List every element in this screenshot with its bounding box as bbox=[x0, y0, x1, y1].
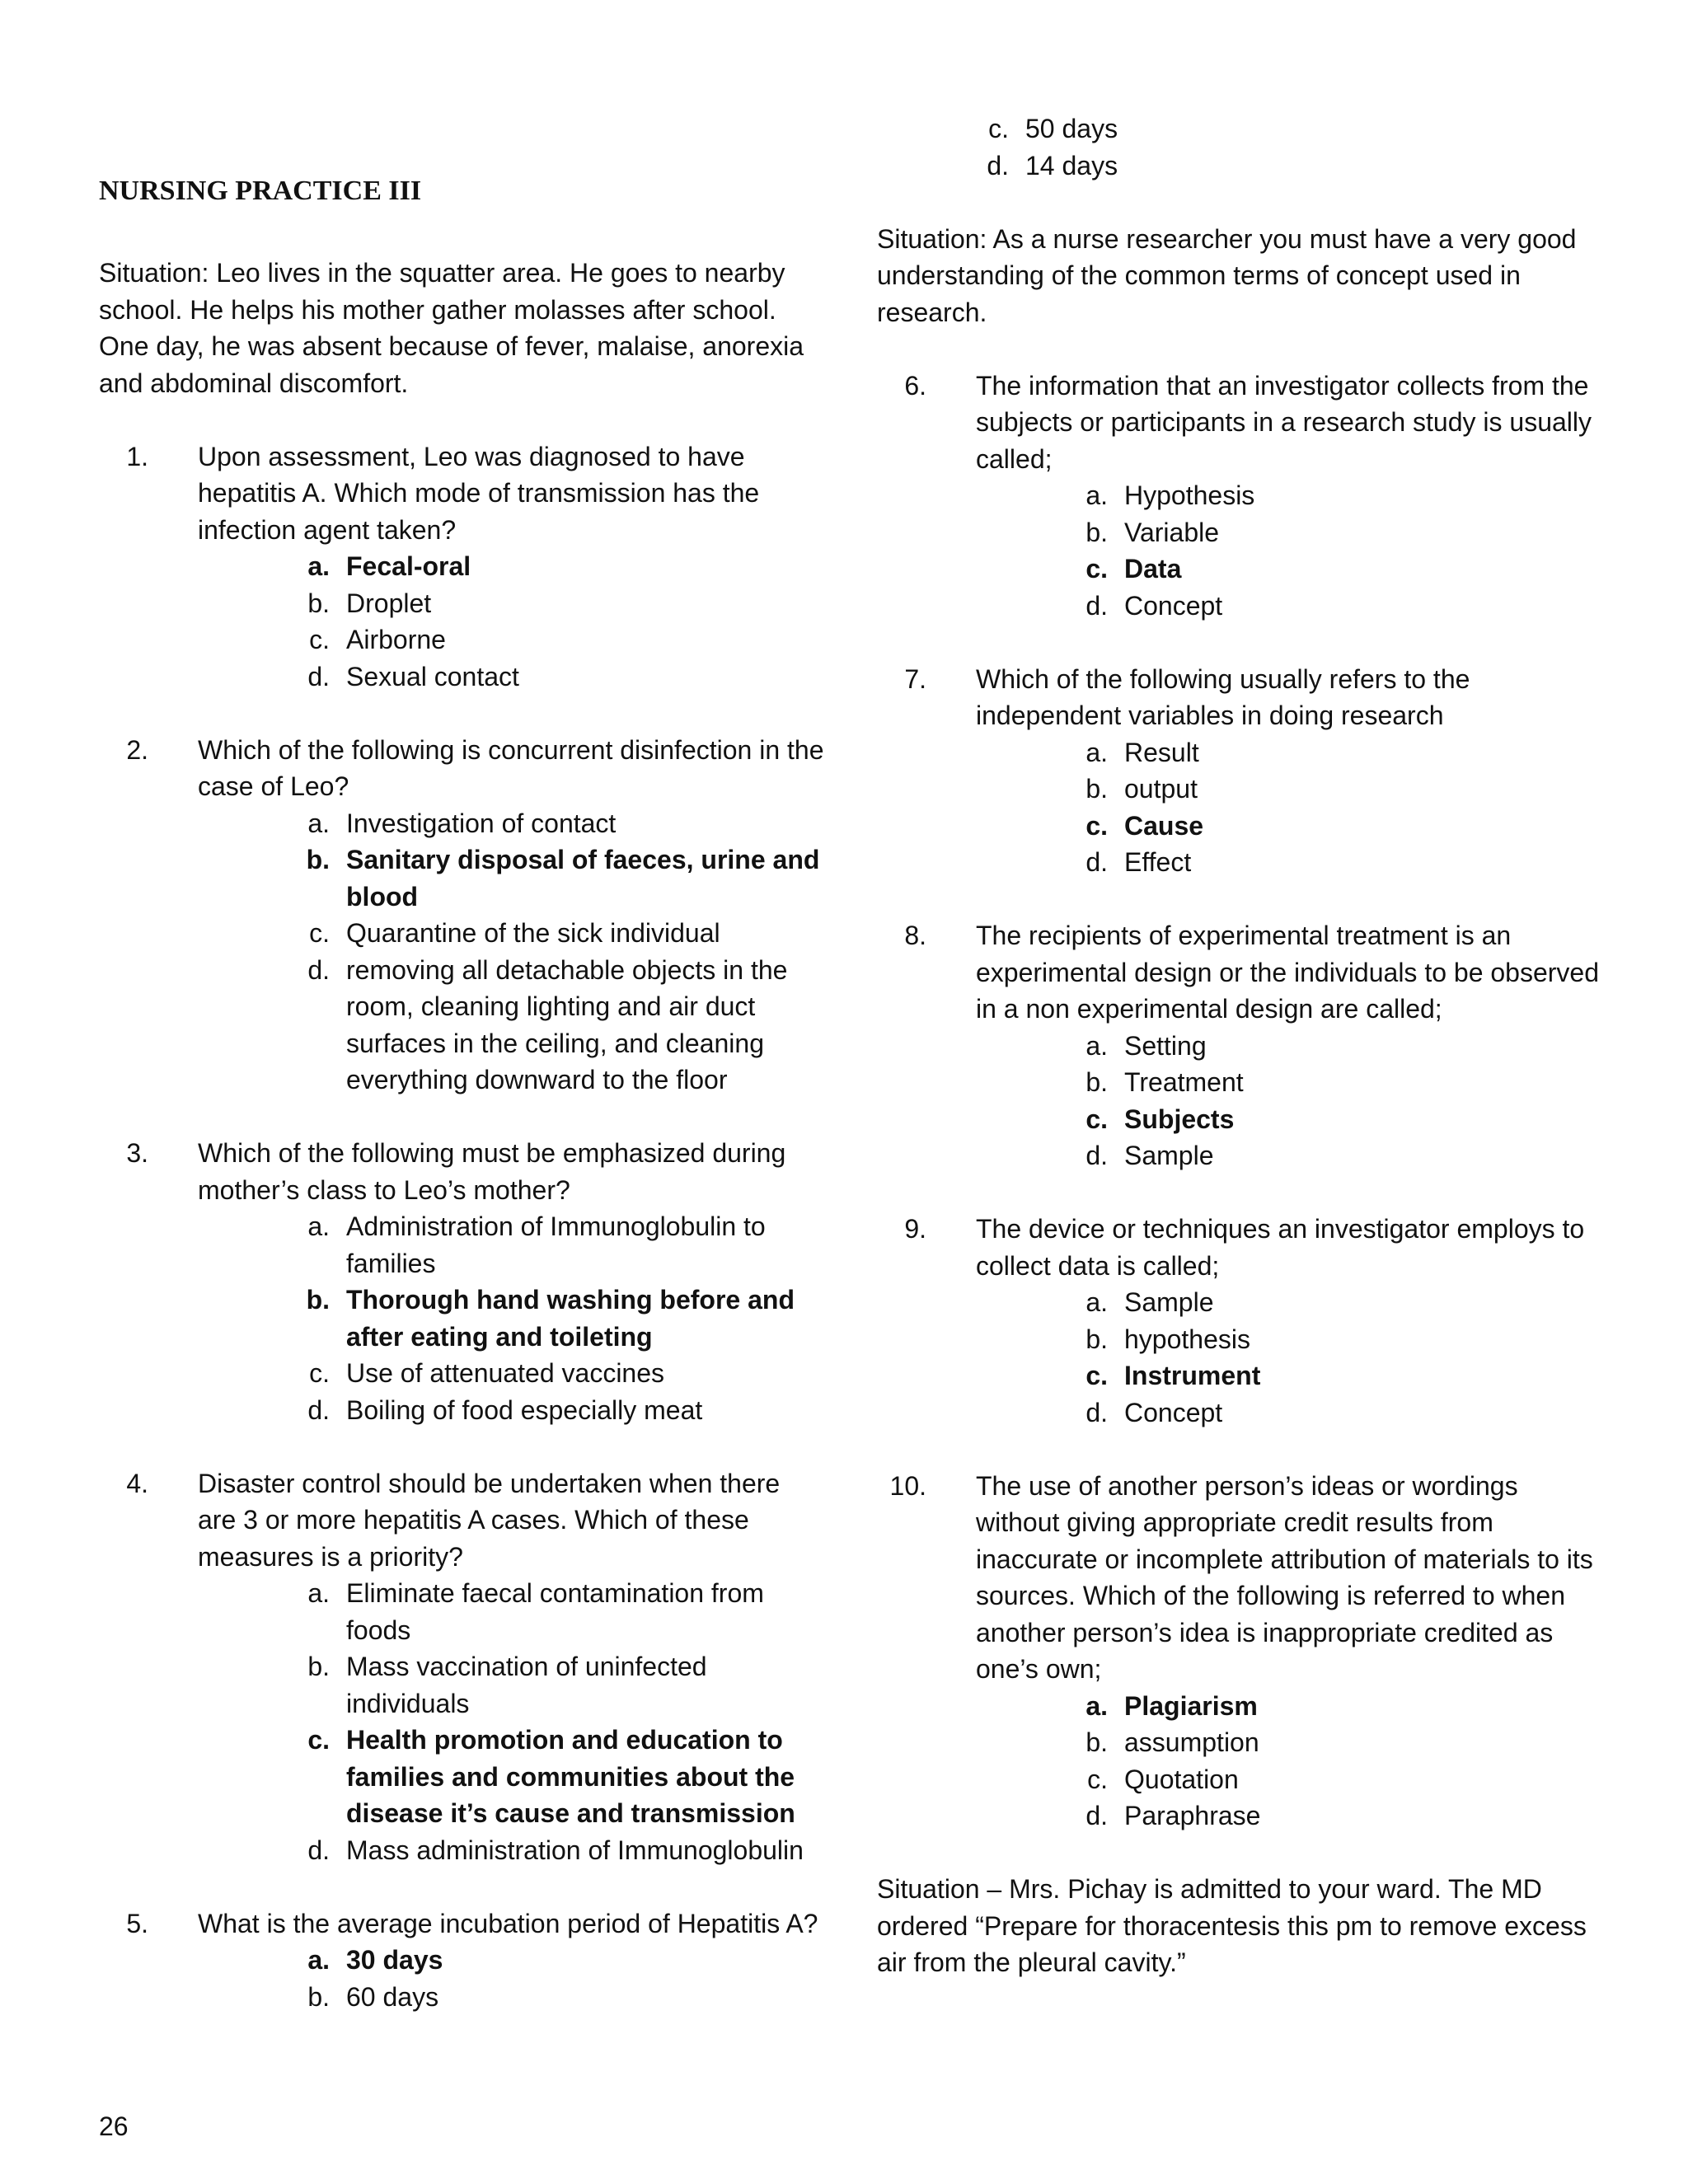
option-a: a. Eliminate faecal contamination from foods bbox=[307, 1578, 764, 1645]
option-list bbox=[198, 1208, 824, 1428]
option-d: d. removing all detachable objects in the room, cleaning lighting and air duct surfaces in the ceiling, and cleaning everything downward to the floor bbox=[307, 954, 788, 1094]
option-d: d. Mass administration of Immunoglobulin bbox=[307, 1835, 804, 1865]
left-column bbox=[99, 255, 824, 2015]
continued-option-list bbox=[877, 110, 1602, 184]
option-d: d. Sexual contact bbox=[307, 661, 519, 691]
question-text: The device or techniques an investigator employs to collect data is called; bbox=[976, 1214, 1585, 1281]
page-title: NURSING PRACTICE III bbox=[99, 176, 422, 206]
question-number: 4. bbox=[126, 1468, 148, 1498]
question-text: The recipients of experimental treatment is an experimental design or the individuals to be observed in a non experimental design are called; bbox=[976, 921, 1600, 1024]
option-list bbox=[976, 1284, 1602, 1431]
option-b: b. assumption bbox=[1085, 1727, 1259, 1757]
option-c: c. 50 days bbox=[988, 114, 1118, 143]
question-7 bbox=[877, 661, 1602, 881]
option-d: d. Boiling of food especially meat bbox=[307, 1394, 703, 1425]
situation-pichay: Situation – Mrs. Pichay is admitted to your ward. The MD ordered “Prepare for thoracentesis this pm to remove excess air from the pleural cavity.” bbox=[877, 1874, 1587, 1977]
option-a-answer: a. Plagiarism bbox=[1085, 1690, 1258, 1721]
option-c: c. Quarantine of the sick individual bbox=[309, 918, 720, 948]
situation-leo: Situation: Leo lives in the squatter area. He goes to nearby school. He helps his mother gather molasses after school. One day, he was absent because of fever, malaise, anorexia and abdominal discomfort. bbox=[99, 258, 804, 398]
question-text: Which of the following is concurrent disinfection in the case of Leo? bbox=[198, 734, 824, 801]
option-d: d. Paraphrase bbox=[1085, 1801, 1261, 1830]
option-b-answer: b. Sanitary disposal of faeces, urine and blood bbox=[306, 845, 820, 912]
option-a: a. Hypothesis bbox=[1085, 480, 1255, 510]
question-number: 9. bbox=[904, 1214, 926, 1244]
question-10 bbox=[877, 1468, 1602, 1835]
question-2 bbox=[99, 732, 824, 1099]
option-b: b. output bbox=[1085, 774, 1198, 804]
option-d: d. Concept bbox=[1085, 1397, 1223, 1427]
option-c-answer: c. Health promotion and education to families and communities about the disease it’s cause and transmission bbox=[307, 1725, 795, 1828]
question-text: The use of another person’s ideas or wordings without giving appropriate credit results from inaccurate or incomplete attribution of materials to its sources. Which of the following is referred to when another person’s idea is inappropriate credited as one’s own; bbox=[976, 1470, 1593, 1684]
option-list bbox=[976, 477, 1602, 624]
question-text: The information that an investigator collects from the subjects or participants in a research study is usually called; bbox=[976, 370, 1592, 474]
question-4 bbox=[99, 1465, 824, 1869]
option-d: d. 14 days bbox=[987, 150, 1118, 180]
option-b: b. 60 days bbox=[307, 1981, 439, 2012]
question-text: Disaster control should be undertaken when there are 3 or more hepatitis A cases. Which of these measures is a priority? bbox=[198, 1468, 781, 1572]
question-list-left bbox=[99, 438, 824, 2016]
question-text: What is the average incubation period of Hepatitis A? bbox=[198, 1908, 818, 1938]
option-list bbox=[198, 805, 824, 1099]
question-8 bbox=[877, 917, 1602, 1174]
option-b: b. hypothesis bbox=[1085, 1324, 1250, 1354]
option-c-answer: c. Data bbox=[1085, 554, 1182, 583]
option-list bbox=[198, 548, 824, 695]
question-number: 1. bbox=[126, 441, 148, 471]
option-a: a. Result bbox=[1085, 737, 1199, 767]
situation-research: Situation: As a nurse researcher you must have a very good understanding of the common terms of concept used in research. bbox=[877, 223, 1577, 327]
option-a: a. Investigation of contact bbox=[307, 808, 617, 838]
option-a: a. Setting bbox=[1085, 1030, 1207, 1061]
question-number: 8. bbox=[904, 921, 926, 950]
option-c: c. Airborne bbox=[309, 625, 446, 654]
question-number: 3. bbox=[126, 1138, 148, 1168]
option-c-answer: c. Instrument bbox=[1085, 1361, 1261, 1390]
question-text: Which of the following usually refers to the independent variables in doing research bbox=[976, 663, 1470, 730]
question-number: 2. bbox=[126, 734, 148, 765]
option-a-answer: a. 30 days bbox=[307, 1945, 443, 1975]
option-a-answer: a. Fecal-oral bbox=[307, 551, 471, 581]
option-a: a. Sample bbox=[1085, 1287, 1214, 1317]
option-c-answer: c. Cause bbox=[1085, 810, 1204, 841]
question-6 bbox=[877, 368, 1602, 625]
right-column bbox=[877, 110, 1602, 1981]
page-number: 26 bbox=[99, 2111, 129, 2141]
option-c-answer: c. Subjects bbox=[1085, 1104, 1235, 1134]
option-b-answer: b. Thorough hand washing before and after eating and toileting bbox=[306, 1285, 795, 1352]
option-list bbox=[976, 1028, 1602, 1174]
question-3 bbox=[99, 1135, 824, 1428]
question-number: 6. bbox=[904, 370, 926, 401]
question-1 bbox=[99, 438, 824, 696]
question-number: 10. bbox=[889, 1470, 926, 1501]
option-d: d. Sample bbox=[1085, 1141, 1214, 1170]
option-list bbox=[976, 1688, 1602, 1835]
option-a: a. Administration of Immunoglobulin to families bbox=[307, 1212, 766, 1278]
option-d: d. Effect bbox=[1085, 847, 1192, 877]
question-text: Upon assessment, Leo was diagnosed to have hepatitis A. Which mode of transmission has the infection agent taken? bbox=[198, 441, 760, 545]
question-9 bbox=[877, 1211, 1602, 1431]
question-number: 7. bbox=[904, 663, 926, 694]
option-list bbox=[198, 1942, 824, 2015]
question-number: 5. bbox=[126, 1908, 148, 1938]
option-list bbox=[198, 1575, 824, 1868]
question-text: Which of the following must be emphasized during mother’s class to Leo’s mother? bbox=[198, 1138, 786, 1205]
option-b: b. Mass vaccination of uninfected individuals bbox=[307, 1652, 707, 1718]
option-c: c. Use of attenuated vaccines bbox=[309, 1358, 665, 1388]
option-list bbox=[976, 734, 1602, 881]
question-5 bbox=[99, 1905, 824, 2016]
option-b: b. Treatment bbox=[1085, 1067, 1244, 1097]
option-d: d. Concept bbox=[1085, 590, 1223, 621]
option-c: c. Quotation bbox=[1087, 1764, 1239, 1794]
question-list-right bbox=[877, 368, 1602, 1835]
option-b: b. Variable bbox=[1085, 517, 1220, 547]
option-b: b. Droplet bbox=[307, 588, 432, 618]
